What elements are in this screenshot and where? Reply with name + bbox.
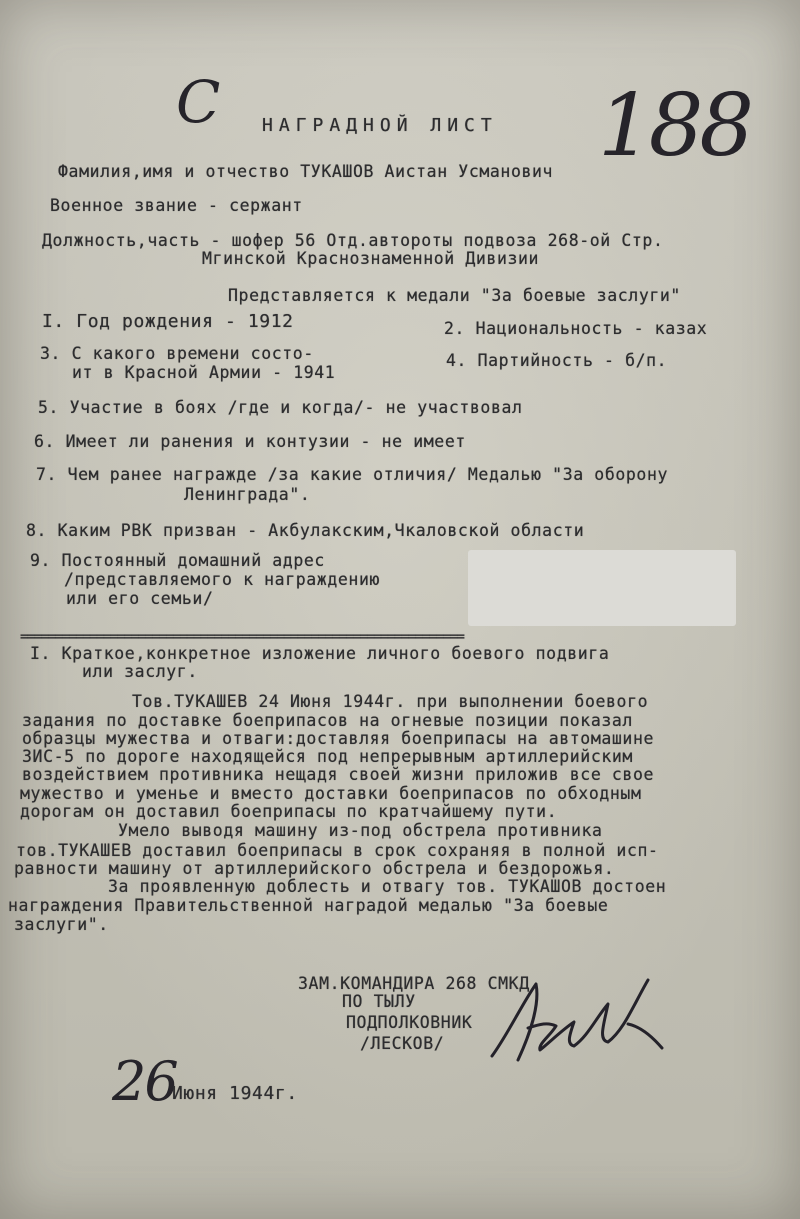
- document-title: НАГРАДНОЙ ЛИСТ: [262, 115, 498, 136]
- field-nomination: Представляется к медали "За боевые заслуги": [228, 286, 681, 305]
- signature-title-line2: ПО ТЫЛУ: [342, 992, 416, 1011]
- narrative-line: равности машину от артиллерийского обстрела и бездорожья.: [14, 859, 615, 878]
- signature-title-line1: ЗАМ.КОМАНДИРА 268 СМКД: [298, 974, 530, 993]
- field-wounds: 6. Имеет ли ранения и контузии - не имеет: [34, 432, 466, 451]
- field-address-line3: или его семьи/: [66, 589, 214, 608]
- narrative-line: мужество и уменье и вместо доставки боеприпасов по обходным: [20, 784, 642, 803]
- field-position-line1: Должность,часть - шофер 56 Отд.автороты подвоза 268-ой Стр.: [42, 231, 664, 250]
- section-heading-line1: I. Краткое,конкретное изложение личного боевого подвига: [30, 644, 610, 663]
- address-redaction: [468, 550, 736, 626]
- section-heading-line2: или заслуг.: [82, 662, 198, 681]
- field-address-line2: /представляемого к награждению: [64, 570, 381, 589]
- separator-line: ================================================================: [20, 629, 464, 645]
- handwritten-signature: [478, 964, 678, 1074]
- narrative-line: воздействием противника нещадя своей жизни приложив все свое: [22, 765, 655, 784]
- signature-name: /ЛЕСКОВ/: [360, 1034, 445, 1053]
- narrative-line: образцы мужества и отваги:доставляя боеприпасы на автомашине: [22, 729, 655, 748]
- handwritten-corner-mark: С: [176, 68, 221, 136]
- field-address-line1: 9. Постоянный домашний адрес: [30, 551, 325, 570]
- field-battles: 5. Участие в боях /где и когда/- не участвовал: [38, 398, 523, 417]
- handwritten-day: 26: [112, 1050, 177, 1113]
- field-army-since-line1: 3. С какого времени состо-: [40, 344, 314, 363]
- field-nationality: 2. Национальность - казах: [444, 319, 708, 338]
- narrative-line: дорогам он доставил боеприпасы по кратчайшему пути.: [20, 802, 558, 821]
- narrative-line: Умело выводя машину из-под обстрела противника: [118, 821, 603, 840]
- narrative-line: ЗИС-5 по дороге находящейся под непрерывным артиллерийским: [22, 747, 633, 766]
- field-rank: Военное звание - сержант: [50, 196, 303, 215]
- narrative-line: За проявленную доблесть и отвагу тов. ТУКАШОВ достоен: [108, 877, 667, 896]
- field-position-line2: Мгинской Краснознаменной Дивизии: [202, 249, 540, 268]
- field-army-since-line2: ит в Красной Армии - 1941: [72, 363, 336, 382]
- date-text: Июня 1944г.: [172, 1083, 298, 1104]
- field-party: 4. Партийность - б/п.: [446, 351, 668, 370]
- narrative-line: тов.ТУКАШЕВ доставил боеприпасы в срок сохраняя в полной исп-: [16, 841, 659, 860]
- narrative-line: задания по доставке боеприпасов на огневые позиции показал: [22, 711, 633, 730]
- handwritten-number: 188: [598, 76, 751, 176]
- field-conscription-office: 8. Каким РВК призван - Акбулакским,Чкаловской области: [26, 521, 585, 540]
- narrative-line: награждения Правительственной наградой медалью "За боевые: [8, 896, 609, 915]
- field-previous-awards-line2: Ленинграда".: [184, 485, 311, 504]
- field-birth-year: I. Год рождения - 1912: [42, 311, 294, 332]
- field-previous-awards-line1: 7. Чем ранее награжде /за какие отличия/ Медалью "За оборону: [36, 465, 669, 484]
- signature-title-line3: ПОДПОЛКОВНИК: [346, 1013, 473, 1032]
- narrative-line: заслуги".: [14, 915, 109, 934]
- narrative-line: Тов.ТУКАШЕВ 24 Июня 1944г. при выполнении боевого: [132, 692, 649, 711]
- field-name: Фамилия,имя и отчество ТУКАШОВ Аистан Усманович: [58, 162, 554, 181]
